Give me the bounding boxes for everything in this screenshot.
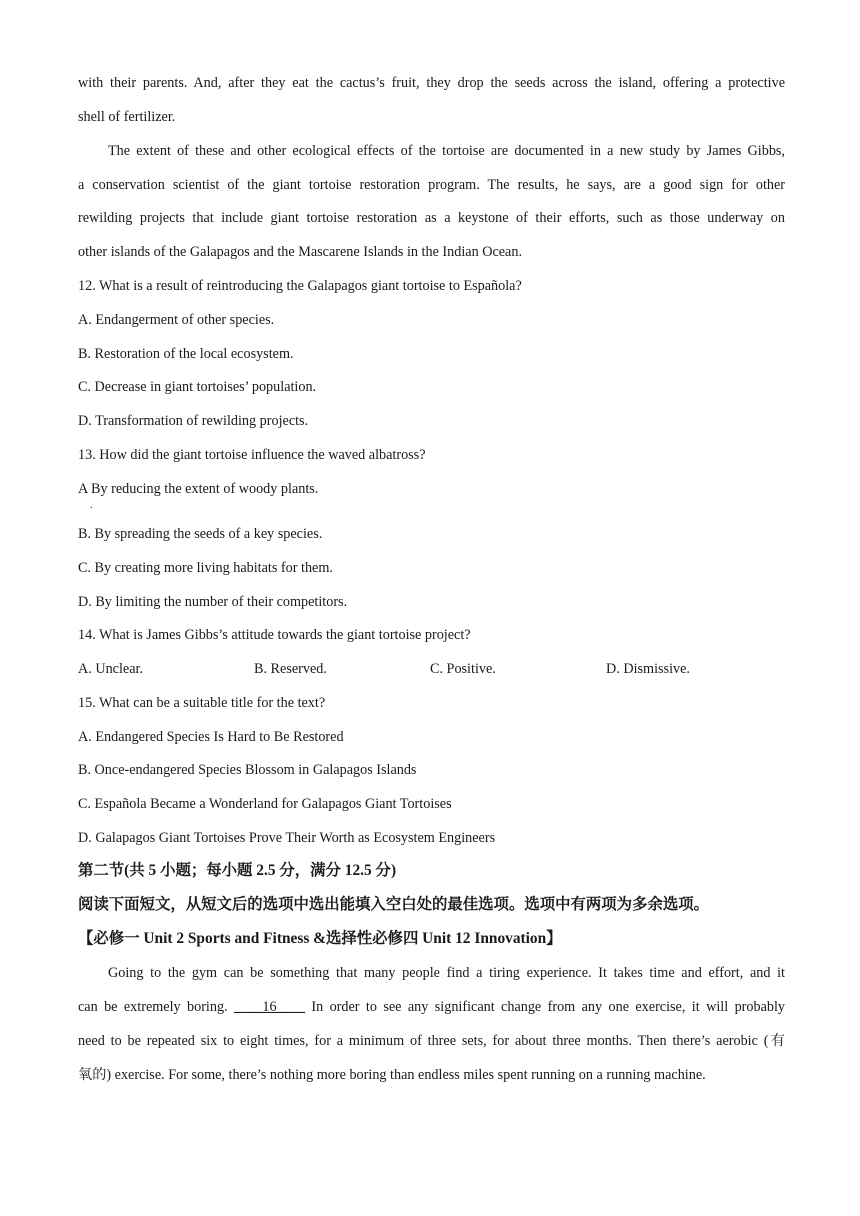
question-14-option-c: C. Positive. bbox=[430, 661, 496, 677]
section-2-source: 【必修一 Unit 2 Sports and Fitness &选择性必修四 Unit 12 Innovation】 bbox=[78, 930, 562, 947]
passage2-line2 bbox=[78, 997, 785, 1017]
question-14-option-b: B. Reserved. bbox=[254, 661, 327, 677]
question-13-option-c: C. By creating more living habitats for them. bbox=[78, 560, 333, 576]
stray-dot-mark: . bbox=[90, 500, 93, 511]
passage1-line1: with their parents. And, after they eat the cactus’s fruit, they drop the seeds across the island, offering a protective bbox=[78, 75, 785, 91]
section-2-heading: 第二节(共 5 小题；每小题 2.5 分，满分 12.5 分) bbox=[78, 862, 397, 879]
question-13-option-d: D. By limiting the number of their competitors. bbox=[78, 594, 348, 610]
question-14-option-d: D. Dismissive. bbox=[606, 661, 690, 677]
blank-16: ____16____ bbox=[234, 999, 305, 1015]
passage1-para2-line3: rewilding projects that include giant tortoise restoration as a keystone of their efforts, such as those underway on bbox=[78, 210, 785, 226]
passage2-line2-before: can be extremely boring. bbox=[78, 999, 235, 1015]
passage1-para2-line2: a conservation scientist of the giant tortoise restoration program. The results, he says, are a good sign for other bbox=[78, 177, 785, 193]
question-12-stem: 12. What is a result of reintroducing the Galapagos giant tortoise to Española? bbox=[78, 278, 522, 294]
passage2-line1: Going to the gym can be something that many people find a tiring experience. It takes time and effort, and it bbox=[108, 965, 785, 981]
question-14-option-a: A. Unclear. bbox=[78, 661, 143, 677]
question-12-option-c: C. Decrease in giant tortoises’ population. bbox=[78, 379, 317, 395]
passage2-line4: 氧的) exercise. For some, there’s nothing more boring than endless miles spent running on a running machine. bbox=[78, 1067, 706, 1083]
passage2-line3: need to be repeated six to eight times, for a minimum of three sets, for about three months. Then there’s aerobic (有 bbox=[78, 1033, 785, 1049]
question-12-option-b: B. Restoration of the local ecosystem. bbox=[78, 346, 294, 362]
question-15-option-c: C. Española Became a Wonderland for Galapagos Giant Tortoises bbox=[78, 796, 452, 812]
question-13-option-b: B. By spreading the seeds of a key species. bbox=[78, 526, 323, 542]
question-15-option-a: A. Endangered Species Is Hard to Be Restored bbox=[78, 729, 344, 745]
question-12-option-d: D. Transformation of rewilding projects. bbox=[78, 413, 309, 429]
question-13-stem: 13. How did the giant tortoise influence the waved albatross? bbox=[78, 447, 426, 463]
passage2-line2-after: In order to see any significant change from any one exercise, it will probably bbox=[304, 999, 786, 1015]
question-12-option-a: A. Endangerment of other species. bbox=[78, 312, 275, 328]
question-15-option-d: D. Galapagos Giant Tortoises Prove Their Worth as Ecosystem Engineers bbox=[78, 830, 496, 846]
question-14-stem: 14. What is James Gibbs’s attitude towards the giant tortoise project? bbox=[78, 627, 471, 643]
question-13-option-a: A By reducing the extent of woody plants. bbox=[78, 481, 319, 497]
passage1-para2-line1: The extent of these and other ecological effects of the tortoise are documented in a new study by James Gibbs, bbox=[108, 143, 785, 159]
passage1-para2-line4: other islands of the Galapagos and the Mascarene Islands in the Indian Ocean. bbox=[78, 244, 522, 260]
question-15-option-b: B. Once-endangered Species Blossom in Galapagos Islands bbox=[78, 762, 417, 778]
question-15-stem: 15. What can be a suitable title for the text? bbox=[78, 695, 326, 711]
passage1-line2: shell of fertilizer. bbox=[78, 109, 176, 125]
section-2-instruction: 阅读下面短文，从短文后的选项中选出能填入空白处的最佳选项。选项中有两项为多余选项。 bbox=[78, 896, 710, 913]
